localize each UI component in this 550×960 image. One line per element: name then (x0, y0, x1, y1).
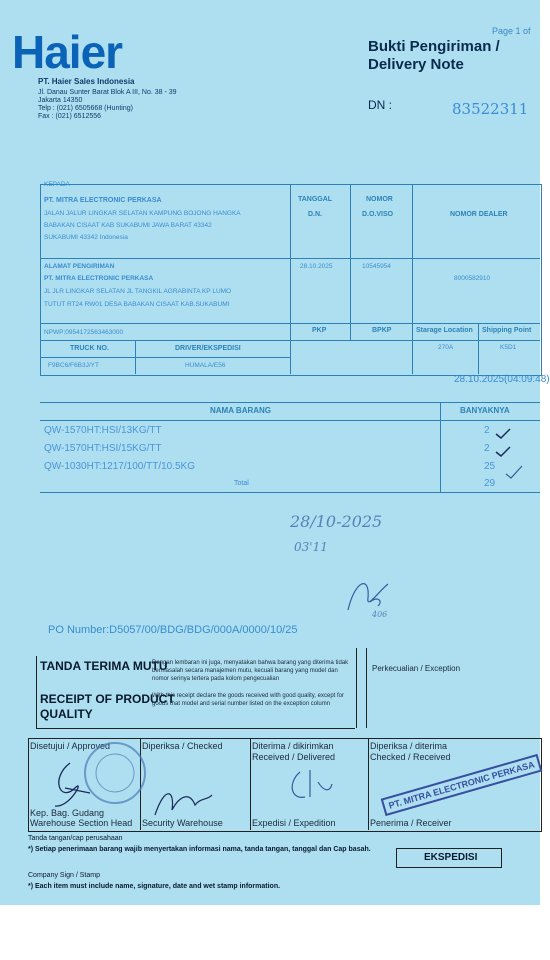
sign-note-id: *) Setiap penerimaan barang wajib menyertakan informasi nama, tanda tangan, tanggal dan Cap basah. (28, 846, 371, 853)
received-footer: Penerima / Receiver (370, 818, 452, 828)
item-qty: 2 (484, 443, 490, 454)
truck-header: TRUCK NO. (70, 345, 109, 352)
storage-location-value: 270A (438, 344, 454, 351)
checked-label: Diperiksa / Checked (142, 741, 223, 751)
item-qty: 2 (484, 425, 490, 436)
item-name: QW-1570HT:HSI/15KG/TT (44, 443, 162, 454)
delivered-label: Received / Delivered (252, 752, 336, 762)
delivered-footer: Expedisi / Expedition (252, 818, 336, 828)
title-line: Delivery Note (368, 56, 464, 73)
item-name: QW-1030HT:1217/100/TT/10.5KG (44, 461, 196, 472)
npwp-value: NPWP:0954172563463000 (44, 329, 124, 336)
consignee-address-line: SUKABUMI 43342 Indonesia (44, 234, 128, 241)
title-line: Bukti Pengiriman / (368, 38, 500, 55)
handwritten-date: 28/10-2025 (290, 512, 383, 531)
ship-name: PT. MITRA ELECTRONIC PERKASA (44, 275, 154, 282)
received-label: Diperiksa / diterima (370, 741, 448, 751)
driver-header: DRIVER/EKSPEDISI (175, 345, 241, 352)
page-number: Page 1 of (492, 26, 531, 36)
truck-value: F9BC6/F6B3J/YT (48, 362, 99, 369)
ekspedisi-label: EKSPEDISI (424, 852, 478, 863)
print-timestamp: 28.10.2025(04:09:48) (454, 374, 550, 385)
company-address (38, 89, 177, 121)
item-name: QW-1570HT:HSI/13KG/TT (44, 425, 162, 436)
address-line: Fax : (021) 6512556 (38, 113, 102, 120)
address-line: Jakarta 14350 (38, 97, 83, 104)
receipt-text-id: Dengan lembaran ini juga, menyatakan bahwa barang yang diterima tidak bermasalah secara manajemen mutu, kecuali barang yang model dan nomor serinya tertera pada kolom pengecualian (152, 660, 349, 682)
alamat-label: ALAMAT PENGIRIMAN (44, 263, 115, 270)
exception-label: Perkecualian / Exception (372, 664, 461, 673)
consignee-address-line: JALAN JALUR LINGKAR SELATAN KAMPUNG BOJONG HANGKA (44, 210, 241, 217)
nomor-header: NOMOR (366, 196, 393, 203)
consignee-name: PT. MITRA ELECTRONIC PERKASA (44, 197, 162, 204)
dn-label: DN : (368, 98, 392, 112)
received-label: Checked / Received (370, 752, 451, 762)
sign-note-en: *) Each item must include name, signature, date and wet stamp information. (28, 883, 281, 890)
nomor-subheader: D.O.VISO (362, 211, 394, 218)
approver-signature-icon (40, 758, 100, 813)
ship-address-line: JL JLR LINGKAR SELATAN JL TANGKIL AGRABINTA KP LUMO (44, 288, 232, 295)
address-line: Jl. Danau Sunter Barat Blok A III, No. 38 - 39 (38, 89, 177, 96)
total-value: 29 (484, 478, 496, 489)
receiver-signature-icon (340, 570, 400, 625)
driver-value: HUMALA/E56 (185, 362, 226, 369)
haier-logo: Haier (12, 26, 123, 78)
pkp-header: PKP (312, 327, 327, 334)
checked-footer: Security Warehouse (142, 818, 223, 828)
date-value: 28.10.2025 (300, 263, 333, 270)
receipt-title-en-1: RECEIPT OF PRODUCT (40, 692, 175, 706)
approved-footer: Warehouse Section Head (30, 818, 133, 828)
consignee-address-line: BABAKAN CISAAT KAB SUKABUMI JAWA BARAT 43342 (44, 222, 212, 229)
item-qty: 25 (484, 461, 496, 472)
bpkp-header: BPKP (372, 327, 392, 334)
storage-location-header: Starage Location (416, 327, 473, 334)
receipt-title-en-2: QUALITY (40, 707, 93, 721)
total-label: Total (234, 480, 249, 487)
dn-number: 83522311 (452, 100, 529, 118)
approved-footer: Kep. Bag. Gudang (30, 808, 105, 818)
shipping-point-value: K5D1 (500, 344, 517, 351)
receipt-text-en: With this receipt declare the goods received with good quality, except for goods that model and serial number listed on the exception column (152, 693, 344, 707)
company-sign-title: Company Sign / Stamp (28, 872, 100, 879)
document-title (368, 38, 500, 74)
checker-signature-icon (150, 780, 220, 825)
ship-address-line: TUTUT RT24 RW01 DESA BABAKAN CISAAT KAB.SUKABUMI (44, 301, 230, 308)
nomor-dealer-header: NOMOR DEALER (450, 211, 508, 218)
handwritten-time: 03'11 (294, 540, 328, 554)
handwritten-note: 406 (372, 610, 388, 619)
tanggal-subheader: D.N. (308, 211, 322, 218)
shipping-point-header: Shipping Point (482, 327, 532, 334)
checkmarks-icon (492, 424, 532, 484)
sign-note-title: Tanda tangan/cap perusahaan (28, 835, 123, 842)
company-stamp: PT. MITRA ELECTRONIC PERKASA (381, 754, 543, 816)
driver-signature-icon (280, 762, 340, 812)
tanggal-header: TANGGAL (298, 196, 333, 203)
approved-label: Disetujui / Approved (30, 741, 111, 751)
kepada-label: KEPADA (44, 181, 70, 188)
po-number: PO Number:D5057/00/BDG/BDG/000A/0000/10/25 (48, 624, 298, 636)
do-number-value: 10545954 (362, 263, 391, 270)
address-line: Telp : (021) 6505668 (Hunting) (38, 105, 133, 112)
nama-barang-header: NAMA BARANG (210, 406, 272, 415)
delivered-label: Diterima / dikirimkan (252, 741, 334, 751)
receipt-title-id: TANDA TERIMA MUTU (40, 659, 168, 673)
banyaknya-header: BANYAKNYA (460, 406, 510, 415)
dealer-number-value: 8000582910 (454, 275, 491, 282)
company-name: PT. Haier Sales Indonesia (38, 77, 135, 86)
